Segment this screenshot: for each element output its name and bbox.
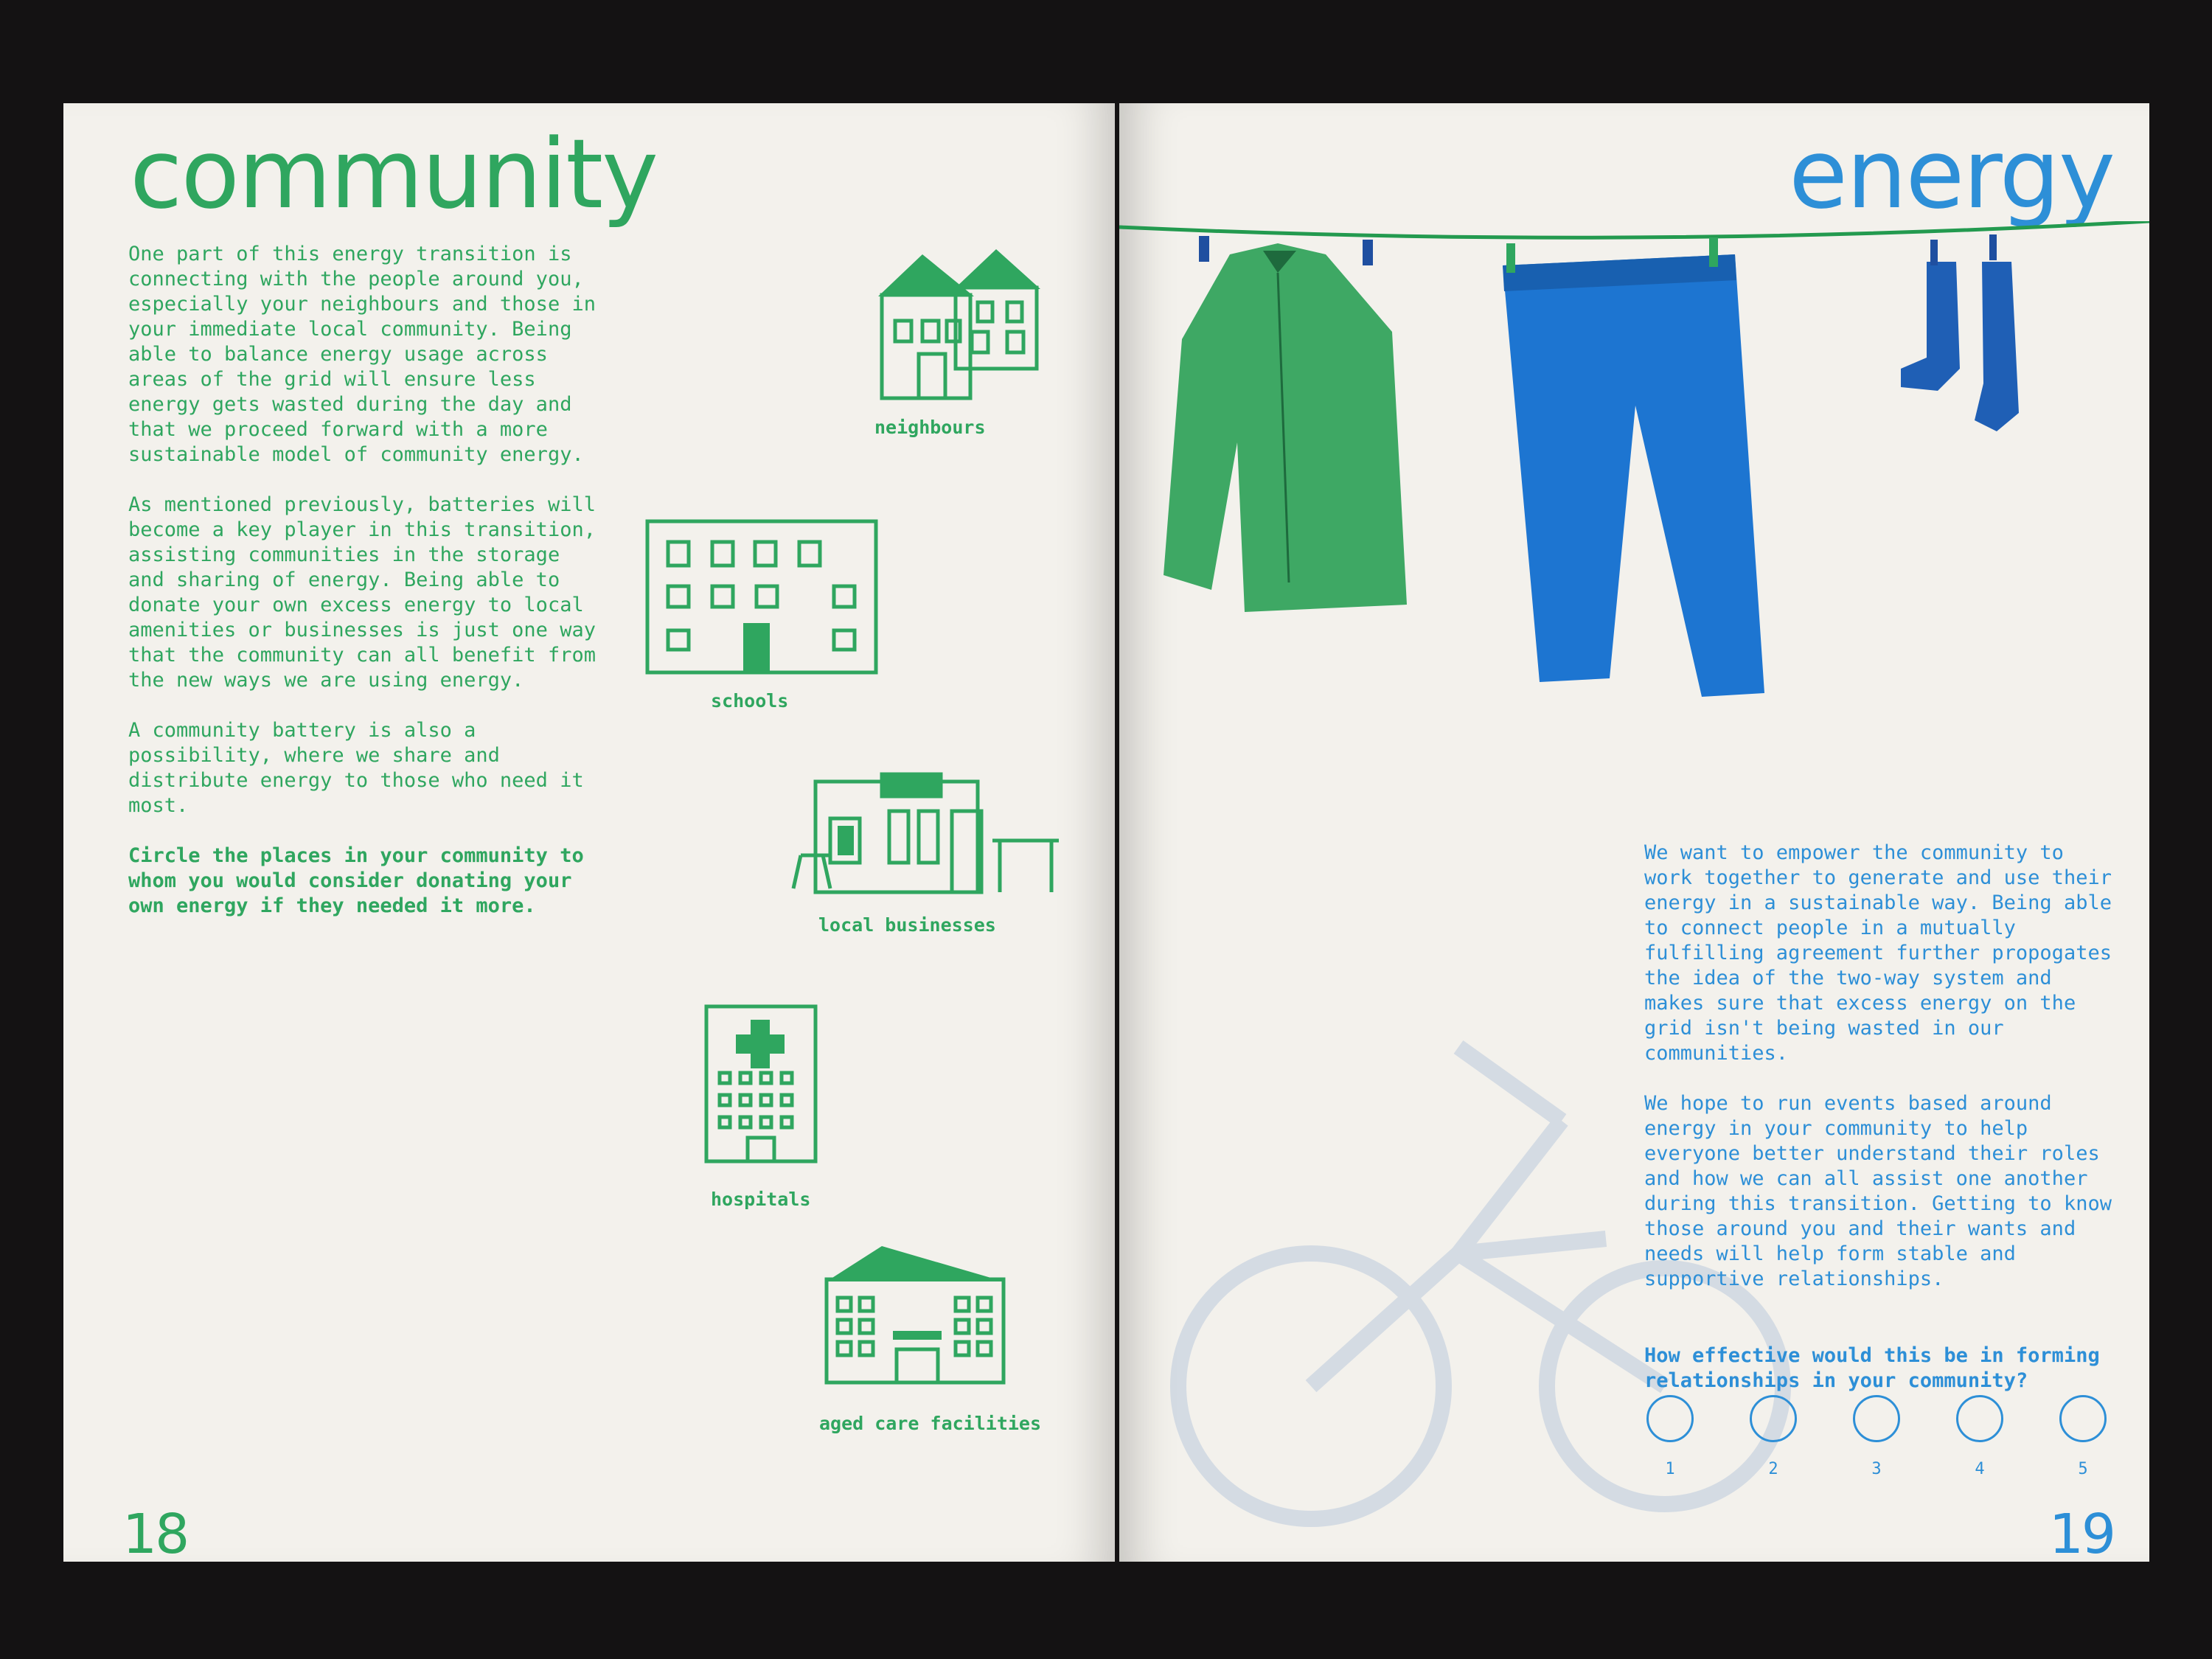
- rating-circle[interactable]: [1956, 1395, 2003, 1442]
- page-number-right: 19: [2048, 1503, 2114, 1562]
- rating-circle[interactable]: [1646, 1395, 1694, 1442]
- hospital-icon[interactable]: [698, 999, 823, 1169]
- place-label-hospitals: hospitals: [711, 1189, 811, 1210]
- rating-option-2[interactable]: [1747, 1395, 1799, 1478]
- rating-label: 1: [1665, 1460, 1675, 1478]
- right-body-text: [1644, 841, 2116, 1419]
- rating-option-3[interactable]: [1851, 1395, 1902, 1478]
- rating-scale: [1644, 1395, 2116, 1491]
- rating-question: How effective would this be in forming relationships in your community?: [1644, 1344, 2100, 1392]
- rating-label: 5: [2078, 1460, 2088, 1478]
- rating-option-4[interactable]: [1954, 1395, 2006, 1478]
- rating-option-1[interactable]: [1644, 1395, 1696, 1478]
- paragraph-5: We hope to run events based around energy in your community to help everyone better understand their roles and how we can all assist one another during this transition. Getting to know those around you and their wants and needs will help form stable and supportive relationships.: [1644, 1092, 2112, 1290]
- school-icon[interactable]: [639, 512, 889, 682]
- rating-circle[interactable]: [1750, 1395, 1797, 1442]
- clothesline-illustration: [1119, 221, 2149, 922]
- rating-label: 3: [1871, 1460, 1882, 1478]
- houses-icon[interactable]: [860, 243, 1096, 406]
- left-body-text: [128, 242, 600, 944]
- right-page: [1119, 103, 2149, 1562]
- left-page: [63, 103, 1115, 1562]
- paragraph-4: We want to empower the community to work together to generate and use their energy in a sustainable way. Being able to connect people in a mutually fulfilling agreement further propogates the idea of the two-way system and makes sure that excess energy on the grid isn't being wasted in our communities.: [1644, 841, 2112, 1065]
- rating-option-5[interactable]: [2057, 1395, 2109, 1478]
- rating-label: 4: [1975, 1460, 1985, 1478]
- page-number-left: 18: [122, 1503, 188, 1562]
- place-label-local-businesses: local businesses: [818, 914, 996, 936]
- place-label-aged-care: aged care facilities: [819, 1413, 1042, 1434]
- rating-label: 2: [1768, 1460, 1778, 1478]
- paragraph-3: A community battery is also a possibility, where we share and distribute energy to those who need it most.: [128, 719, 584, 817]
- shops-icon[interactable]: [786, 767, 1066, 907]
- paragraph-1: One part of this energy transition is connecting with the people around you, especially your neighbours and those in your immediate local community. Being able to balance energy usage across areas of the grid will ensure less energy gets wasted during the day and that we proceed forward with a more sustainable model of community energy.: [128, 243, 596, 466]
- rating-circle[interactable]: [1853, 1395, 1900, 1442]
- page-title-energy: energy: [1789, 118, 2114, 230]
- place-label-schools: schools: [711, 690, 789, 712]
- paragraph-2: As mentioned previously, batteries will become a key player in this transition, assisting communities in the storage and sharing of energy. Being able to donate your own excess energy to local amenities or businesses is just one way that the community can all benefit from the new ways we are using energy.: [128, 493, 596, 692]
- rating-circle[interactable]: [2059, 1395, 2107, 1442]
- aged-care-icon[interactable]: [815, 1239, 1015, 1394]
- place-label-neighbours: neighbours: [874, 417, 986, 438]
- circle-prompt: Circle the places in your community to whom you would consider donating your own energy if they needed it more.: [128, 844, 584, 917]
- page-title-community: community: [130, 118, 658, 230]
